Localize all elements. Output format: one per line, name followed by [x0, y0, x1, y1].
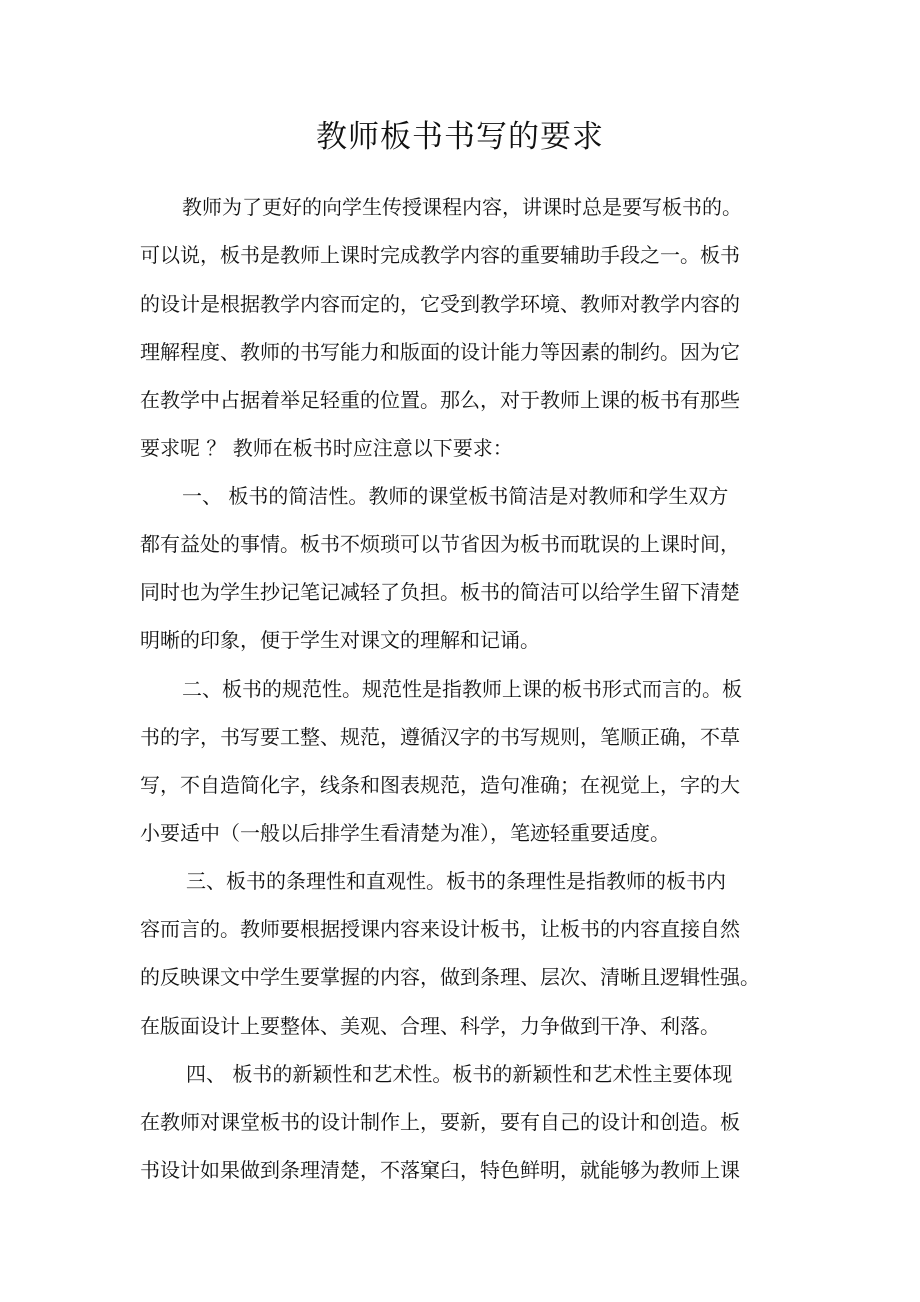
- paragraph-line: 在教学中占据着举足轻重的位置。那么，对于教师上课的板书有那些: [140, 388, 740, 412]
- paragraph-line: 三、板书的条理性和直观性。板书的条理性是指教师的板书内: [186, 869, 726, 893]
- paragraph-line: 在版面设计上要整体、美观、合理、科学，力争做到干净、利落。: [140, 1014, 720, 1038]
- paragraph-line: 一、 板书的简洁性。教师的课堂板书简洁是对教师和学生双方: [182, 484, 729, 508]
- paragraph-line: 教师为了更好的向学生传授课程内容，讲课时总是要写板书的。: [182, 195, 742, 219]
- paragraph-line: 小要适中（一般以后排学生看清楚为准），笔迹轻重要适度。: [140, 821, 670, 845]
- paragraph-line: 的反映课文中学生要掌握的内容，做到条理、层次、清晰且逻辑性强。: [140, 965, 760, 989]
- paragraph-line: 的设计是根据教学内容而定的，它受到教学环境、教师对教学内容的: [140, 292, 740, 316]
- paragraph-line: 书设计如果做到条理清楚，不落窠臼，特色鲜明，就能够为教师上课: [140, 1158, 740, 1182]
- paragraph-line: 四、 板书的新颖性和艺术性。板书的新颖性和艺术性主要体现: [186, 1062, 733, 1086]
- paragraph-line: 写，不自造简化字，线条和图表规范，造句准确；在视觉上，字的大: [140, 773, 740, 797]
- paragraph-line: 可以说，板书是教师上课时完成教学内容的重要辅助手段之一。板书: [140, 243, 740, 267]
- paragraph-line: 同时也为学生抄记笔记减轻了负担。板书的简洁可以给学生留下清楚: [140, 580, 740, 604]
- paragraph-line: 理解程度、教师的书写能力和版面的设计能力等因素的制约。因为它: [140, 340, 740, 364]
- paragraph-line: 书的字，书写要工整、规范，遵循汉字的书写规则，笔顺正确，不草: [140, 725, 740, 749]
- paragraph-line: 二、板书的规范性。规范性是指教师上课的板书形式而言的。板: [182, 677, 742, 701]
- document-title: 教师板书书写的要求: [316, 119, 604, 155]
- paragraph-line: 要求呢 ？ 教师在板书时应注意以下要求：: [140, 436, 513, 460]
- paragraph-line: 明晰的印象，便于学生对课文的理解和记诵。: [140, 628, 540, 652]
- paragraph-line: 在教师对课堂板书的设计制作上，要新，要有自己的设计和创造。板: [140, 1110, 740, 1134]
- paragraph-line: 容而言的。教师要根据授课内容来设计板书，让板书的内容直接自然: [140, 917, 740, 941]
- paragraph-line: 都有益处的事情。板书不烦琐可以节省因为板书而耽误的上课时间，: [140, 532, 740, 556]
